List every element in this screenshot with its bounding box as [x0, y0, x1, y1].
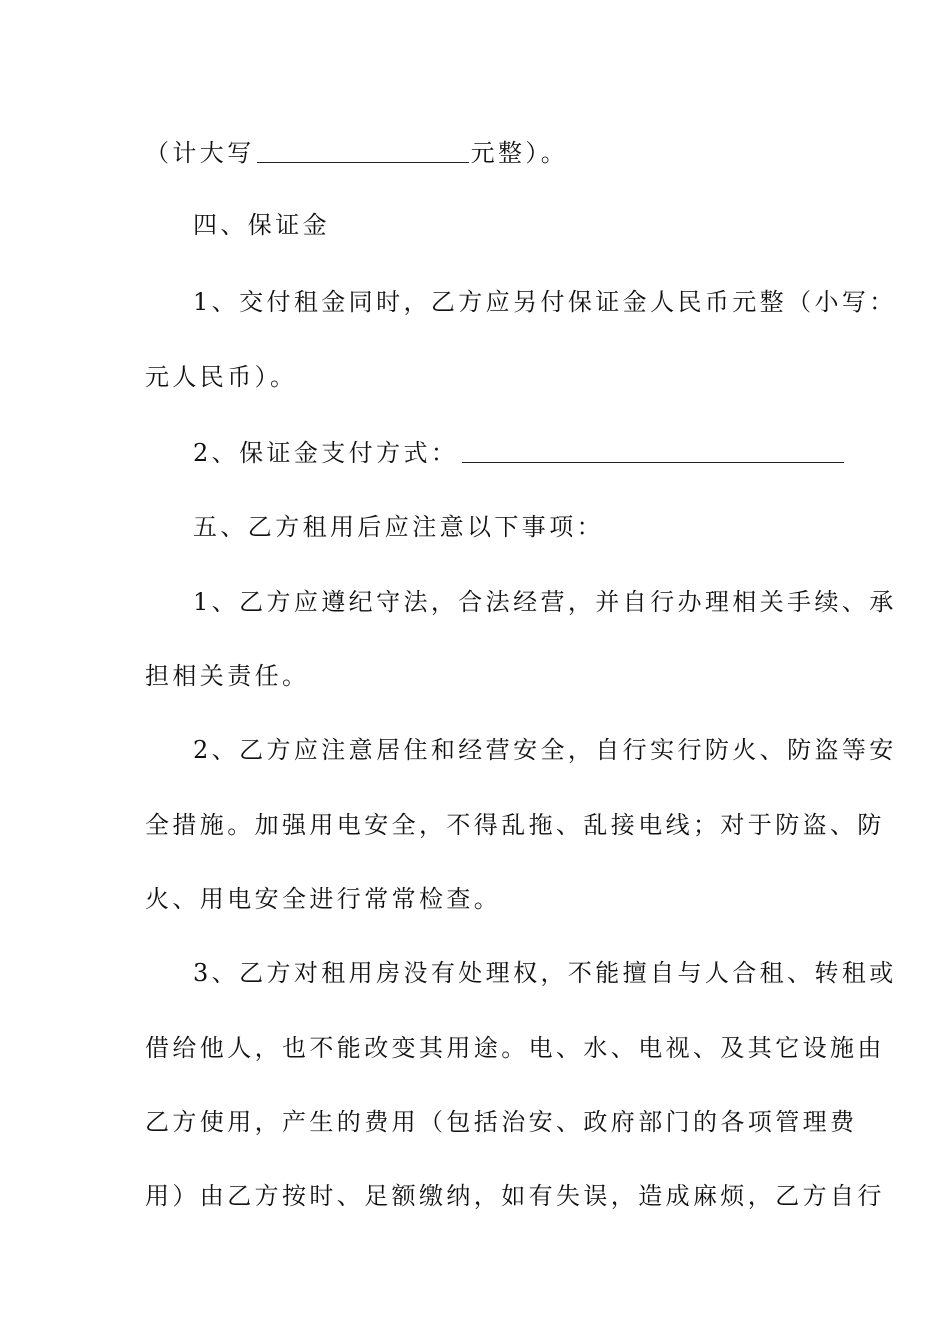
deposit-payment-method-line — [193, 438, 810, 468]
deposit-payment-method-blank — [462, 461, 844, 463]
amount-words-suffix: 元整）。 — [470, 139, 569, 167]
amount-words-prefix: （计大写 — [145, 139, 255, 167]
section-heading-tenant-notes: 五、乙方租用后应注意以下事项： — [193, 513, 604, 541]
amount-in-words-line — [145, 138, 810, 168]
tenant-clause-3-line-1: 3、乙方对租用房没有处理权，不能擅自与人合租、转租或 — [193, 959, 897, 987]
tenant-clause-2-line-3: 火、用电安全进行常常检查。 — [145, 885, 502, 913]
tenant-clause-3-line-2: 借给他人，也不能改变其用途。电、水、电视、及其它设施由 — [145, 1034, 885, 1062]
deposit-clause-1-line-1: 1、交付租金同时，乙方应另付保证金人民币元整（小写： — [193, 288, 897, 316]
amount-words-blank — [257, 161, 469, 163]
deposit-payment-method-label: 2、保证金支付方式： — [193, 439, 459, 467]
tenant-clause-1-line-1: 1、乙方应遵纪守法，合法经营，并自行办理相关手续、承 — [193, 588, 897, 616]
tenant-clause-2-line-2: 全措施。加强用电安全，不得乱拖、乱接电线；对于防盗、防 — [145, 811, 885, 839]
tenant-clause-3-line-3: 乙方使用，产生的费用（包括治安、政府部门的各项管理费 — [145, 1108, 858, 1136]
section-heading-deposit: 四、保证金 — [193, 211, 330, 239]
tenant-clause-1-line-2: 担相关责任。 — [145, 662, 310, 690]
tenant-clause-3-line-4: 用）由乙方按时、足额缴纳，如有失误，造成麻烦，乙方自行 — [145, 1182, 885, 1210]
tenant-clause-2-line-1: 2、乙方应注意居住和经营安全，自行实行防火、防盗等安 — [193, 736, 897, 764]
deposit-clause-1-line-2: 元人民币）。 — [145, 363, 298, 391]
